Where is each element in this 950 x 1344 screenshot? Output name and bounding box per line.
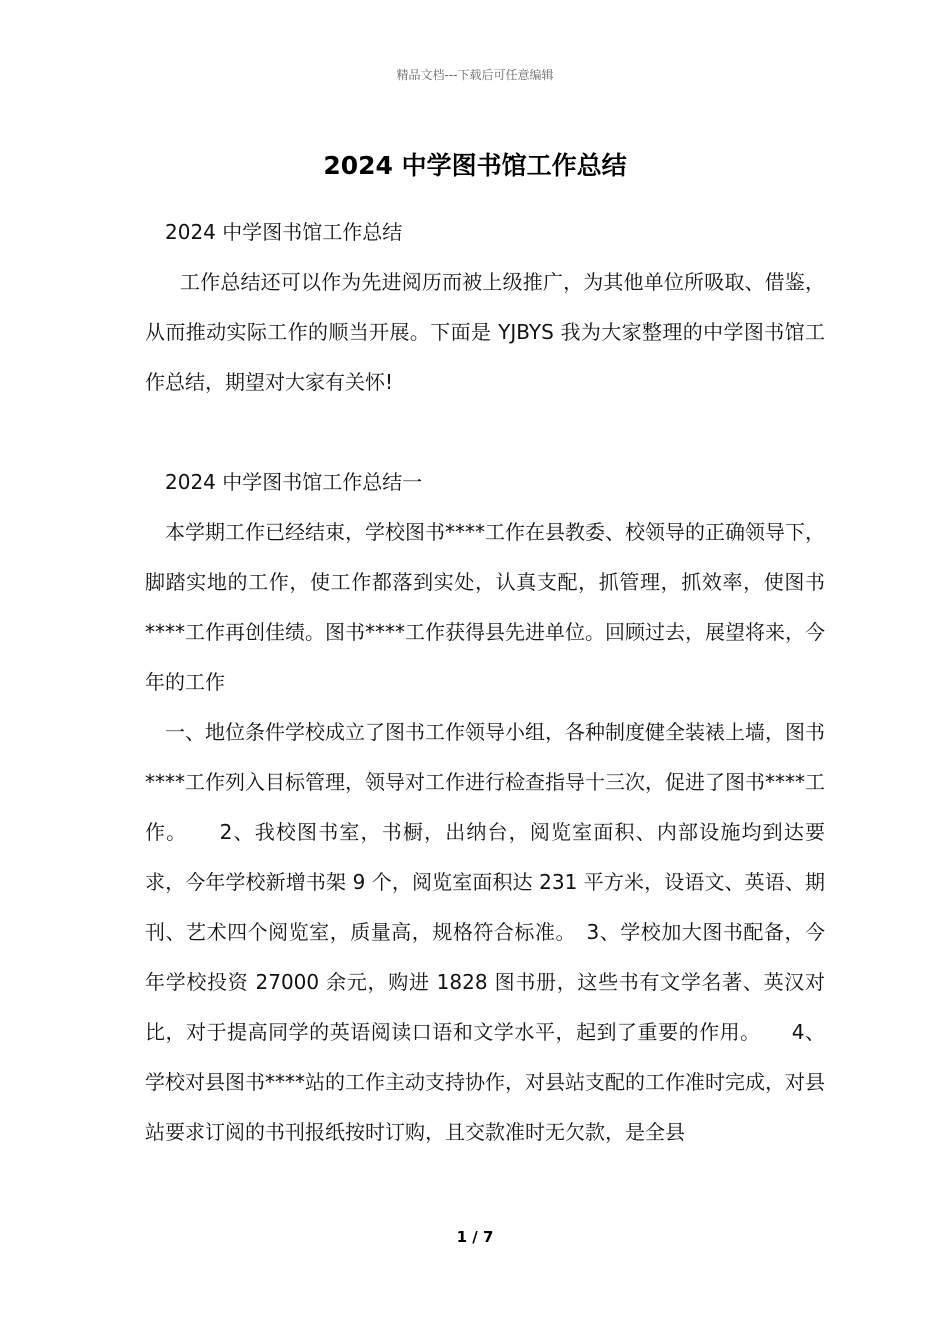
body-paragraph: 本学期工作已经结束，学校图书****工作在县教委、校领导的正确领导下，脚踏实地的工作，使工作都落到实处，认真支配，抓管理，抓效率，使图书****工作再创佳绩。图书****工作获得县先进单位。回顾过去，展望将来，今年的工作 xyxy=(145,520,825,694)
document-title: 2024 中学图书馆工作总结 xyxy=(323,151,627,180)
body-paragraph: 一、地位条件学校成立了图书工作领导小组，各种制度健全装裱上墙，图书****工作列入目标管理，领导对工作进行检查指导十三次，促进了图书****工作。 2、我校图书室，书橱，出纳台，阅览室面积、内部设施均到达要求，今年学校新增书架 9 个，阅览室面积达 231 平方米，设语文、英语、期刊、艺术四个阅览室，质量高，规格符合标准。 3、学校加大图书配备，今年学校投资 27000 余元，购进 1828 图书册，这些书有文学名著、英汉对比，对于提高同学的英语阅读口语和文学水平，起到了重要的作用。 4、学校对县图书****站的工作主动支持协作，对县站支配的工作准时完成，对县站要求订阅的书刊报纸按时订购，且交款准时无欠款，是全县 xyxy=(145,720,825,1144)
page-number: 1 / 7 xyxy=(456,1228,494,1246)
blank-line xyxy=(145,407,825,457)
page-header: 精品文档---下载后可任意编辑 xyxy=(396,68,554,82)
document-body xyxy=(145,207,825,1157)
intro-paragraph: 工作总结还可以作为先进阅历而被上级推广，为其他单位所吸取、借鉴，从而推动实际工作的顺当开展。下面是 YJBYS 我为大家整理的中学图书馆工作总结，期望对大家有关怀! xyxy=(145,270,825,394)
document-subtitle: 2024 中学图书馆工作总结 xyxy=(165,220,403,244)
section-heading: 2024 中学图书馆工作总结一 xyxy=(165,470,423,494)
